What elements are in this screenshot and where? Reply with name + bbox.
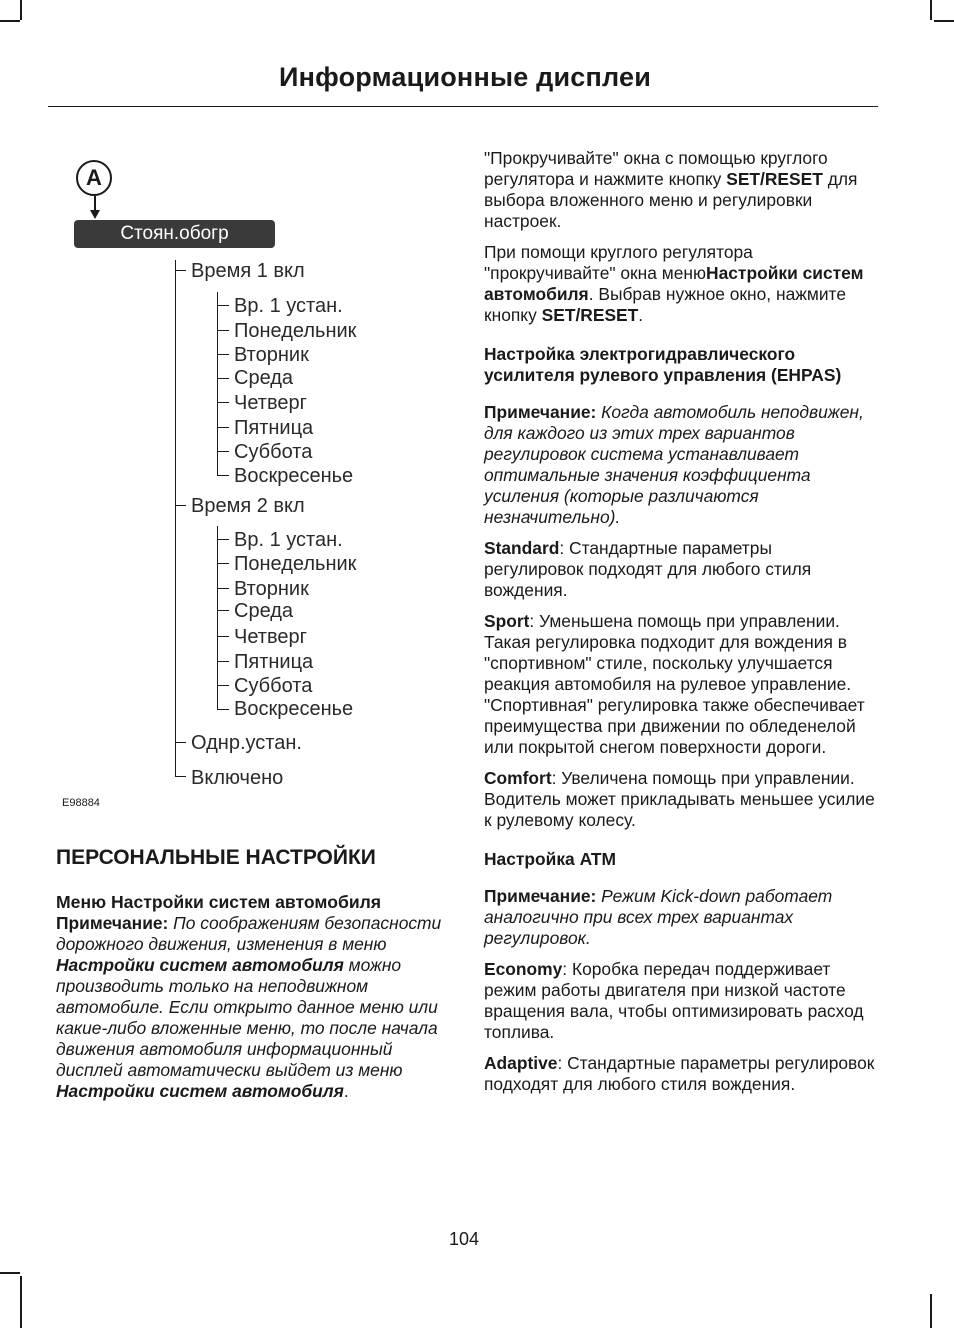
atm-note <box>484 886 876 949</box>
mode-term: Comfort <box>484 768 552 788</box>
tree-node-enabled: Включено <box>191 767 284 789</box>
tree-connector <box>217 709 229 710</box>
mode-term: Economy <box>484 959 563 979</box>
tree-connector <box>217 661 229 662</box>
note-text: можно производить только на неподвижном автомобиле. Если открыто данное меню или какие-либо вложенные меню, то после начала движения автомобиля информационный дисплей автоматически выйдет из меню <box>56 955 438 1080</box>
mode-term: Standard <box>484 538 560 558</box>
note-text: Режим Kick-down работает аналогично при всех трех вариантах регулировок. <box>484 886 833 948</box>
crop-mark <box>934 20 954 22</box>
crop-mark <box>0 1272 20 1274</box>
button-name: SET/RESET <box>726 169 823 189</box>
crop-mark <box>930 1294 932 1328</box>
menu-root-item: Стоян.обогр <box>74 220 275 248</box>
tree-connector <box>217 610 229 611</box>
note-text: Когда автомобиль неподвижен, для каждого из этих трех вариантов регулировок система устанавливает оптимальные значения коэффициента усиления (которые различаются незначительно). <box>484 402 864 527</box>
subsection-heading: Меню Настройки систем автомобиля <box>56 892 382 912</box>
tree-leaf-timer2-wednesday: Среда <box>234 600 294 622</box>
mode-term: Adaptive <box>484 1053 558 1073</box>
mode-comfort <box>484 768 876 831</box>
tree-leaf-timer2-monday: Понедельник <box>234 553 357 575</box>
tree-leaf-timer2-tuesday: Вторник <box>234 578 309 600</box>
paragraph-text: . <box>638 305 644 325</box>
tree-connector <box>217 427 229 428</box>
mode-description: : Коробка передач поддерживает режим работы двигателя при низкой частоте вращения вала, чтобы оптимизировать расход топлива. <box>484 959 864 1042</box>
note-label: Примечание: <box>484 886 597 906</box>
tree-connector <box>217 402 229 403</box>
mode-sport <box>484 611 876 758</box>
tree-connector <box>175 776 186 777</box>
safety-note <box>56 913 448 1102</box>
callout-connector <box>94 196 96 210</box>
tree-leaf-timer1-tuesday: Вторник <box>234 344 309 366</box>
tree-connector <box>175 270 186 271</box>
tree-connector <box>217 588 229 589</box>
tree-leaf-timer1-saturday: Суббота <box>234 441 313 463</box>
callout-badge: A <box>76 160 112 196</box>
section-heading: ПЕРСОНАЛЬНЫЕ НАСТРОЙКИ <box>56 846 376 869</box>
tree-connector <box>217 563 229 564</box>
paragraph-text: . Выбрав нужное окно, нажмите кнопку <box>484 284 846 325</box>
tree-node-timer-2: Время 2 вкл <box>191 495 305 517</box>
tree-leaf-timer2-friday: Пятница <box>234 651 314 673</box>
atm-heading: Настройка ATM <box>484 849 616 869</box>
note-menu-name: Настройки систем автомобиля <box>56 955 344 975</box>
tree-connector <box>217 685 229 686</box>
menu-name: Настройки систем автомобиля <box>484 263 864 304</box>
arrow-down-icon <box>90 210 100 219</box>
tree-connector <box>175 260 176 777</box>
tree-connector <box>217 292 218 476</box>
note-menu-name: Настройки систем автомобиля <box>56 1081 344 1101</box>
mode-adaptive <box>484 1053 876 1095</box>
tree-leaf-timer1-friday: Пятница <box>234 417 314 439</box>
tree-connector <box>217 330 229 331</box>
menu-instruction <box>484 242 876 326</box>
paragraph-text: для выбора вложенного меню и регулировки настроек. <box>484 169 858 231</box>
tree-connector <box>217 539 229 540</box>
tree-leaf-timer2-sunday: Воскресенье <box>234 698 354 720</box>
tree-connector <box>175 742 186 743</box>
note-label: Примечание: <box>56 913 169 933</box>
tree-leaf-timer1-monday: Понедельник <box>234 320 357 342</box>
left-column <box>56 844 448 1102</box>
mode-description: : Уменьшена помощь при управлении. Такая регулировка подходит для вождения в "спортивном" стиле, поскольку улучшается реакция автомобиля на рулевое управление. "Спортивная" регулировка также обеспечивает преимущества при движении по обледенелой или покрытой снегом поверхности дороги. <box>484 611 865 757</box>
mode-standard <box>484 538 876 601</box>
tree-leaf-timer1-thursday: Четверг <box>234 392 307 414</box>
tree-connector <box>217 354 229 355</box>
tree-leaf-timer1-set: Вр. 1 устан. <box>234 295 343 317</box>
page-title: Информационные дисплеи <box>279 62 651 92</box>
mode-description: : Стандартные параметры регулировок подходят для любого стиля вождения. <box>484 1053 875 1094</box>
crop-mark <box>20 1276 22 1328</box>
ehpas-note <box>484 402 876 528</box>
tree-leaf-timer1-wednesday: Среда <box>234 367 294 389</box>
mode-economy <box>484 959 876 1043</box>
mode-term: Sport <box>484 611 530 631</box>
tree-leaf-timer2-set: Вр. 1 устан. <box>234 529 343 551</box>
mode-description: : Стандартные параметры регулировок подходят для любого стиля вождения. <box>484 538 812 600</box>
note-end: . <box>343 1081 349 1101</box>
crop-mark <box>20 0 22 20</box>
tree-connector <box>217 451 229 452</box>
tree-leaf-timer2-thursday: Четверг <box>234 626 307 648</box>
note-label: Примечание: <box>484 402 597 422</box>
crop-mark <box>930 0 932 20</box>
page-number: 104 <box>448 1229 480 1249</box>
tree-connector <box>217 378 229 379</box>
tree-leaf-timer1-sunday: Воскресенье <box>234 465 354 487</box>
tree-node-once: Однр.устан. <box>191 732 302 754</box>
tree-leaf-timer2-saturday: Суббота <box>234 675 313 697</box>
tree-node-timer-1: Время 1 вкл <box>191 260 305 282</box>
paragraph-text: При помощи круглого регулятора "прокручивайте" окна меню <box>484 242 753 283</box>
tree-connector <box>217 475 229 476</box>
figure-code: E98884 <box>62 797 100 809</box>
scroll-instruction <box>484 148 876 232</box>
tree-connector <box>217 305 229 306</box>
paragraph-text: "Прокручивайте" окна с помощью круглого регулятора и нажмите кнопку <box>484 148 828 189</box>
tree-connector <box>217 636 229 637</box>
ehpas-heading: Настройка электрогидравлического усилителя рулевого управления (EHPAS) <box>484 344 842 385</box>
mode-description: : Увеличена помощь при управлении. Водитель может прикладывать меньшее усилие к рулевому колесу. <box>484 768 875 830</box>
right-column <box>484 148 876 1105</box>
tree-connector <box>217 526 218 710</box>
note-text: По соображениям безопасности дорожного движения, изменения в меню <box>56 913 442 954</box>
crop-mark <box>0 20 20 22</box>
tree-connector <box>175 505 186 506</box>
button-name: SET/RESET <box>541 305 639 325</box>
title-divider <box>48 106 878 107</box>
